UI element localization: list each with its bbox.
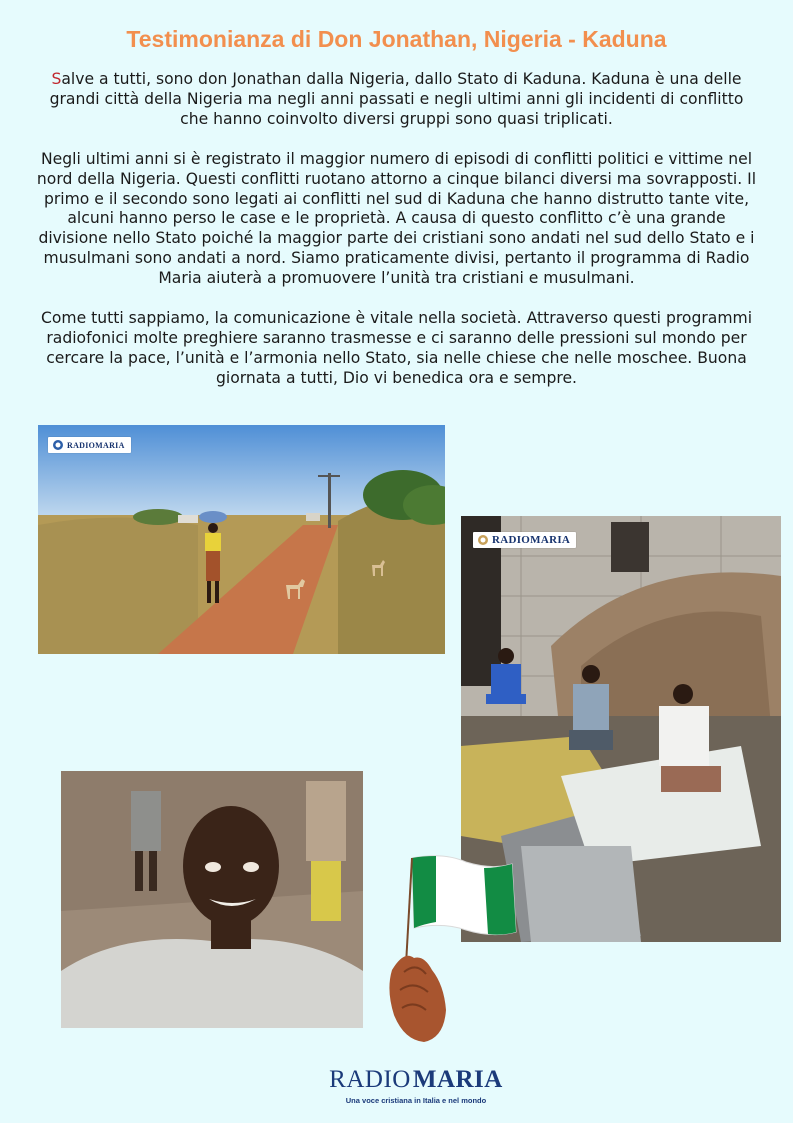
nigeria-flag-icon: [384, 850, 524, 1045]
footer-tagline: Una voce cristiana in Italia e nel mondo: [345, 1096, 487, 1105]
page-title: Testimonianza di Don Jonathan, Nigeria - Kaduna: [126, 26, 667, 52]
paragraph-3: Come tutti sappiamo, la comunicazione è vitale nella società. Attraverso questi programmi radiofonici molte preghiere saranno trasmesse e ci saranno delle pressioni sul mondo per cercare la pace, l’unità e l’armonia nello Stato, sia nelle chiese che nelle moschee. Buona giornata a tutti, Dio vi benedica ora e sempre.: [40, 309, 753, 387]
footer-brand: [330, 1066, 502, 1094]
radio-maria-logo-icon-2: [477, 534, 489, 546]
photo-logo-maria: MARIA: [95, 440, 125, 450]
paragraph-2: Negli ultimi anni si è registrato il maggior numero di episodi di conflitti politici e vittime nel nord della Nigeria. Questi conflitti ruotano attorno a cinque bilanci diversi ma sovrapposti. Il primo e il secondo sono legati ai conflitti nel sud di Kaduna che hanno distrutto tante vite, alcuni hanno perso le case e le proprietà. A causa di questo conflitto c’è una grande divisione nello Stato poiché la maggior parte dei cristiani sono andati nel sud dello Stato e i musulmani sono andati a nord. Siamo praticamente divisi, pertanto il programma di Radio Maria aiuterà a promuovere l’unità tra cristiani e musulmani.: [36, 149, 757, 288]
drop-cap: S: [51, 70, 62, 88]
photo-logo-badge-2: [473, 532, 576, 548]
photo-logo-radio-2: RADIO: [492, 534, 531, 546]
photo-portrait: [61, 771, 363, 1028]
photo-logo-maria-2: MARIA: [530, 534, 571, 546]
article-body: [36, 70, 757, 409]
photo-dirt-road: [38, 425, 445, 654]
paragraph-1-text: alve a tutti, sono don Jonathan dalla Nigeria, dallo Stato di Kaduna. Kaduna è una delle grandi città della Nigeria ma negli anni passati e negli ultimi anni gli incidenti di conflitto che hanno coinvolto diversi gruppi sono quasi triplicati.: [49, 70, 744, 128]
footer-brand-radio: RADIO: [329, 1066, 411, 1093]
footer-logo: [330, 1066, 502, 1105]
footer-brand-maria: MARIA: [412, 1066, 503, 1093]
photo-logo-radio: RADIO: [67, 440, 96, 450]
hand-icon: [389, 956, 446, 1042]
photo-logo-badge: [48, 437, 131, 453]
paragraph-1: [36, 70, 757, 130]
radio-maria-logo-icon: [52, 439, 64, 451]
